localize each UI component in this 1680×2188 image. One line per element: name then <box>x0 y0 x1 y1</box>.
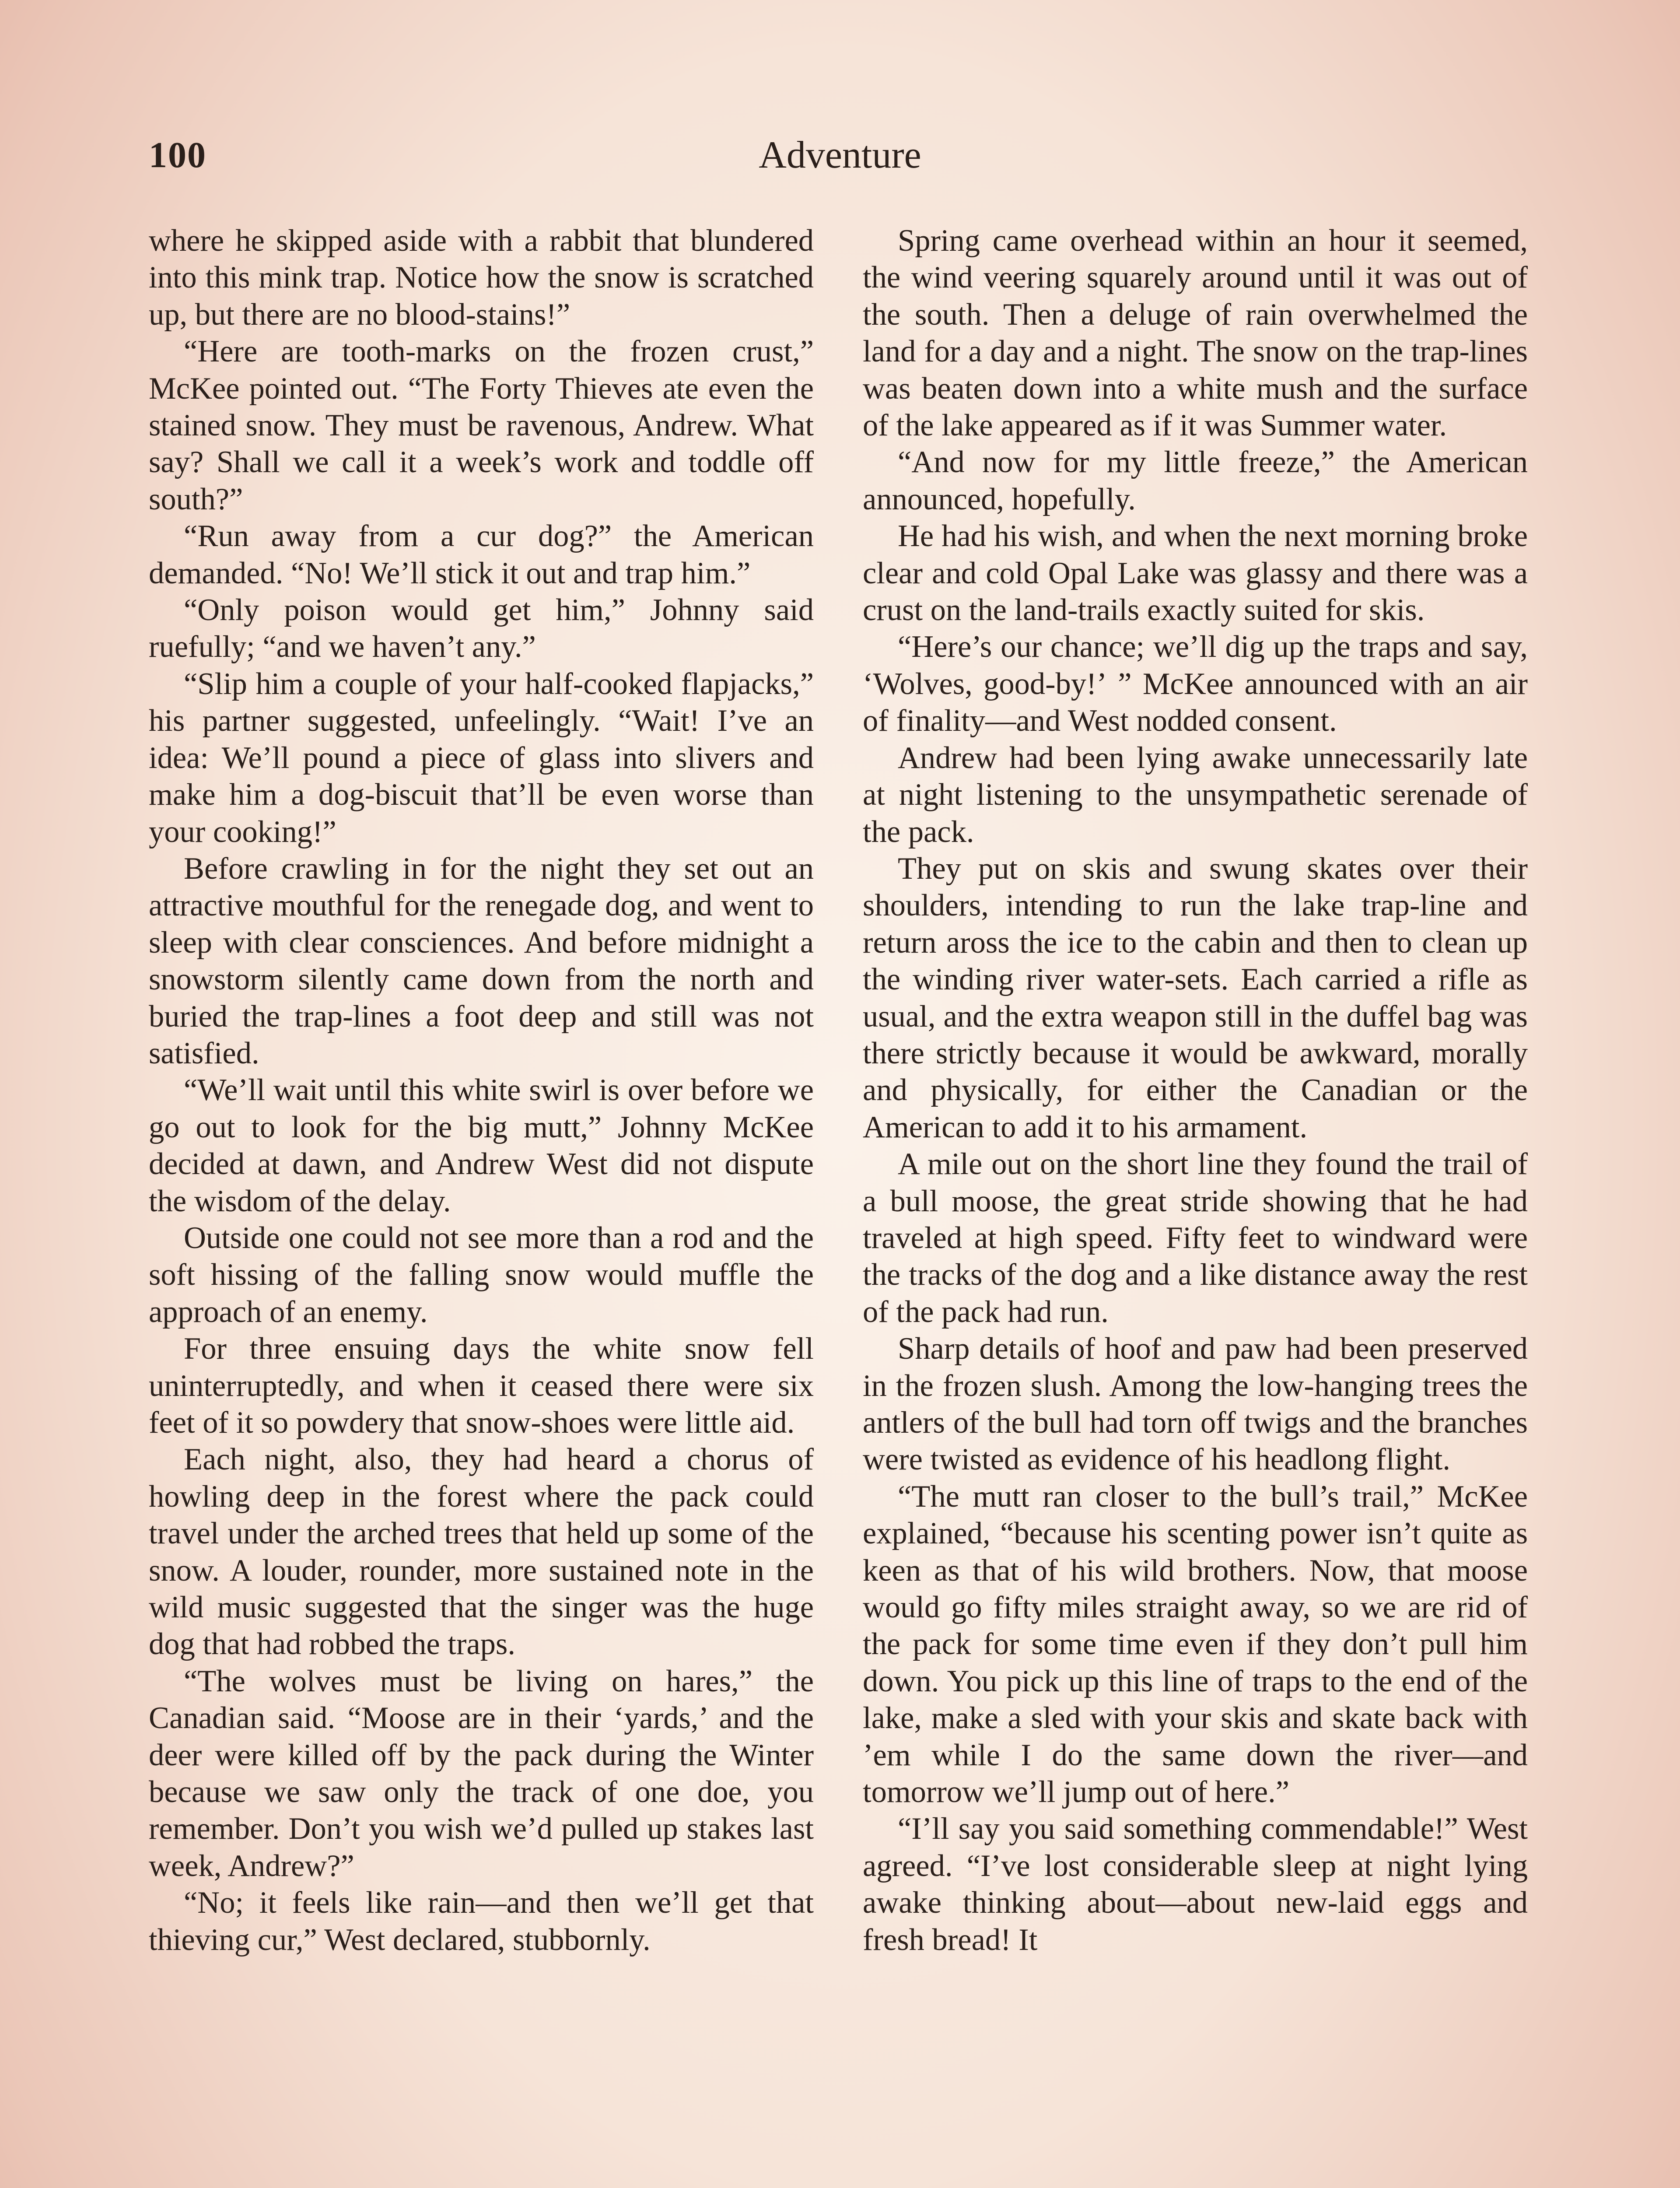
paragraph: They put on skis and swung skates over their shoulders, intending to run the lake trap-line and return aross the ice to the cabin and then to clean up the winding river water-sets. Each carried a rifle as usual, and the extra weapon still in the duffel bag was there strictly because it would be awkward, morally and physically, for either the Canadian or the American to add it to his armament. <box>863 851 1528 1144</box>
paragraph: “The mutt ran closer to the bull’s trail,” McKee explained, “because his scenting power isn’t quite as keen as that of his wild brothers. Now, that moose would go fifty miles straight away, so we are rid of the pack for some time even if they don’t pull him down. You pick up this line of traps to the end of the lake, make a sled with your skis and skate back with ’em while I do the same down the river—and tomorrow we’ll jump out of here.” <box>863 1479 1528 1809</box>
paragraph: “Here are tooth-marks on the frozen crust,” McKee pointed out. “The Forty Thieves ate even the stained snow. They must be ravenous, Andrew. What say? Shall we call it a week’s work and toddle off south?” <box>149 334 814 516</box>
page-number: 100 <box>149 135 206 175</box>
paragraph: “Only poison would get him,” Johnny said ruefully; “and we haven’t any.” <box>149 593 814 664</box>
paragraph: “The wolves must be living on hares,” the Canadian said. “Moose are in their ‘yards,’ and the deer were killed off by the pack during the Winter because we saw only the track of one doe, you remember. Don’t you wish we’d pulled up stakes last week, Andrew?” <box>149 1664 814 1883</box>
page-header <box>149 131 1531 179</box>
paragraph: A mile out on the short line they found the trail of a bull moose, the great stride showing that he had traveled at high speed. Fifty feet to windward were the tracks of the dog and a like distance away the rest of the pack had run. <box>863 1147 1528 1329</box>
paragraph: Each night, also, they had heard a chorus of howling deep in the forest where the pack could travel under the arched trees that held up some of the snow. A louder, rounder, more sustained note in the wild music suggested that the singer was the huge dog that had robbed the traps. <box>149 1442 814 1662</box>
paragraph: Sharp details of hoof and paw had been preserved in the frozen slush. Among the low-hanging trees the antlers of the bull had torn off twigs and the branches were twisted as evidence of his headlong flight. <box>863 1332 1528 1477</box>
paragraph: Outside one could not see more than a rod and the soft hissing of the falling snow would muffle the approach of an enemy. <box>149 1220 814 1329</box>
paragraph: “And now for my little freeze,” the American announced, hopefully. <box>863 445 1528 516</box>
paragraph: Before crawling in for the night they set out an attractive mouthful for the renegade dog, and went to sleep with clear consciences. And before midnight a snowstorm silently came down from the north and buried the trap-lines a foot deep and still was not satisfied. <box>149 851 814 1070</box>
right-column <box>863 222 1528 1958</box>
paragraph: “We’ll wait until this white swirl is over before we go out to look for the big mutt,” Johnny McKee decided at dawn, and Andrew West did not dispute the wisdom of the delay. <box>149 1073 814 1218</box>
left-column <box>149 222 814 1958</box>
paragraph: He had his wish, and when the next morning broke clear and cold Opal Lake was glassy and there was a crust on the land-trails exactly suited for skis. <box>863 519 1528 628</box>
paragraph: where he skipped aside with a rabbit that blundered into this mink trap. Notice how the snow is scratched up, but there are no blood-stains!” <box>149 224 814 332</box>
paragraph: “Slip him a couple of your half-cooked flapjacks,” his partner suggested, unfeelingly. “Wait! I’ve an idea: We’ll pound a piece of glass into slivers and make him a dog-biscuit that’ll be even worse than your cooking!” <box>149 666 814 849</box>
running-title: Adventure <box>759 134 921 176</box>
paragraph: Spring came overhead within an hour it seemed, the wind veering squarely around until it was out of the south. Then a deluge of rain overwhelmed the land for a day and a night. The snow on the trap-lines was beaten down into a white mush and the surface of the lake appeared as if it was Summer water. <box>863 224 1528 443</box>
paragraph: “Run away from a cur dog?” the American demanded. “No! We’ll stick it out and trap him.” <box>149 519 814 590</box>
paragraph: “No; it feels like rain—and then we’ll get that thieving cur,” West declared, stubbornly. <box>149 1886 814 1957</box>
paragraph: Andrew had been lying awake unnecessarily late at night listening to the unsympathetic serenade of the pack. <box>863 740 1528 849</box>
paragraph: “I’ll say you said something commendable!” West agreed. “I’ve lost considerable sleep at night lying awake thinking about—about new-laid eggs and fresh bread! It <box>863 1812 1528 1957</box>
paragraph: “Here’s our chance; we’ll dig up the traps and say, ‘Wolves, good-by!’ ” McKee announced with an air of finality—and West nodded consent. <box>863 630 1528 738</box>
paragraph: For three ensuing days the white snow fell uninterruptedly, and when it ceased there were six feet of it so powdery that snow-shoes were little aid. <box>149 1332 814 1440</box>
